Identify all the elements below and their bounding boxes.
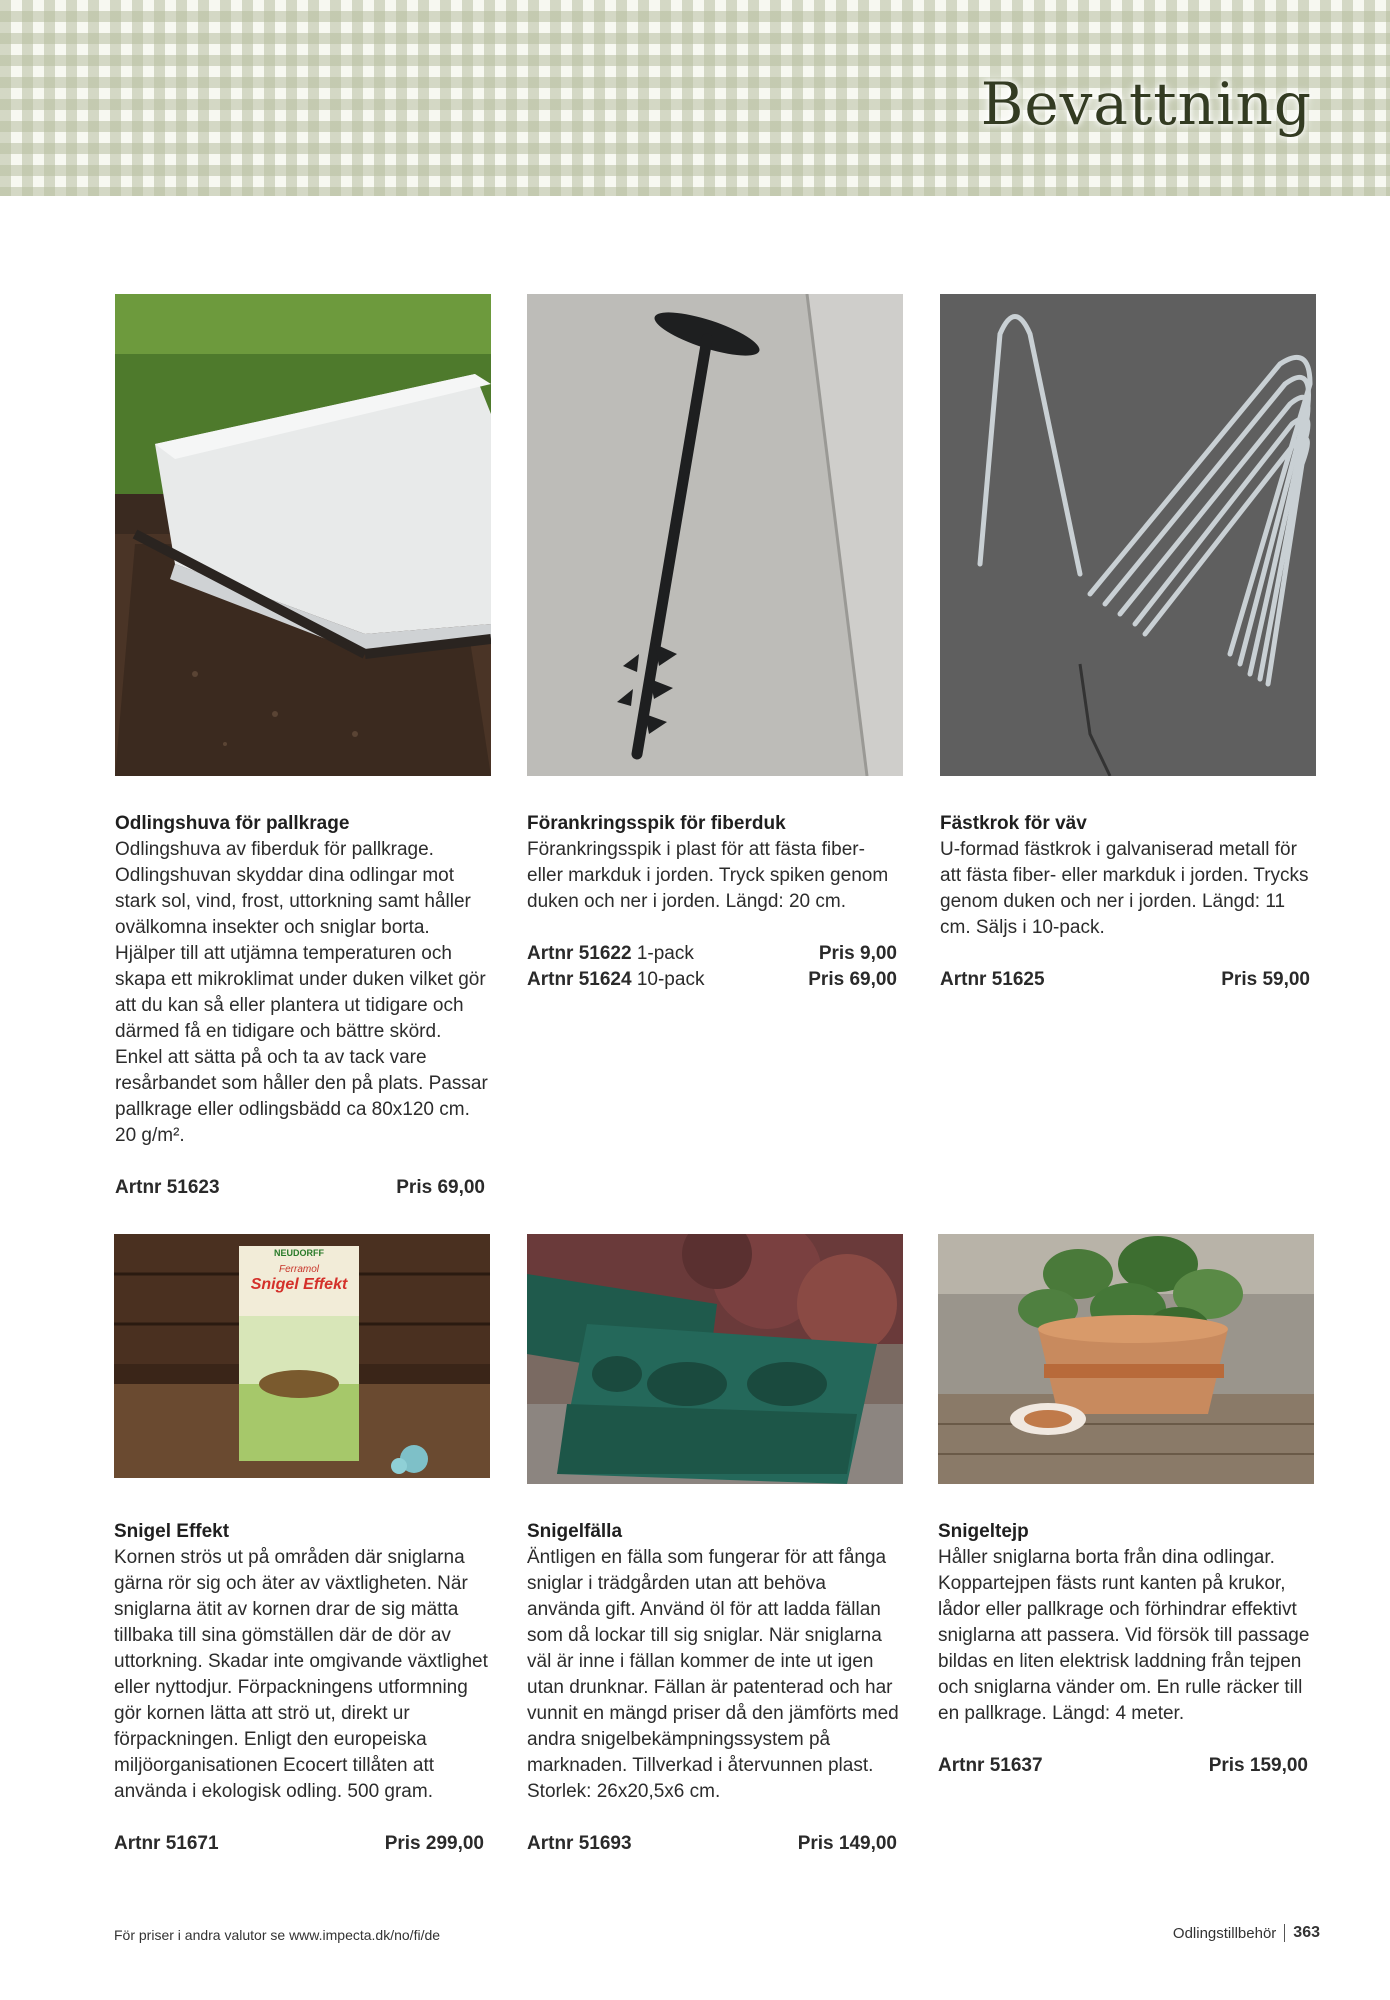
price-row xyxy=(114,1831,484,1857)
product-snigel-effekt xyxy=(114,1234,490,1854)
product-name: Odlingshuva för pallkrage xyxy=(115,813,350,834)
product-image-slug-trap xyxy=(527,1234,903,1484)
price: Pris 69,00 xyxy=(808,969,897,990)
footer-currency-note: För priser i andra valutor se www.impecta.dk/no/fi/de xyxy=(114,1927,441,1943)
product-image-snail-pellets xyxy=(114,1234,490,1478)
product-name: Snigel Effekt xyxy=(114,1521,230,1542)
price: Pris 299,00 xyxy=(384,1833,484,1854)
product-description: Kornen strös ut på områden där sniglarna gärna rör sig och äter av växtligheten. När sniglarna ätit av kornen drar de sig mätta tillbaka till sina gömställen där de dör av uttorkning. Skadar inte omgivande växtlighet eller nyttodjur. Förpackningens utformning gör kornen lätta att strö ut, direkt ur förpackningen. Enligt den europeiska miljöorganisationen Ecocert tillåten att använda i ekologisk odling. 500 gram. xyxy=(114,1547,488,1802)
price: Pris 149,00 xyxy=(797,1833,897,1854)
price-row xyxy=(940,967,1310,993)
product-image-copper-tape xyxy=(938,1234,1314,1484)
price: Pris 159,00 xyxy=(1208,1755,1308,1776)
price: Pris 9,00 xyxy=(818,943,897,964)
product-name: Snigelfälla xyxy=(527,1521,623,1542)
price: Pris 69,00 xyxy=(396,1177,485,1198)
pack-size: 10-pack xyxy=(636,969,705,990)
price-row xyxy=(938,1753,1308,1779)
box-brand: NEUDORFF xyxy=(274,1248,324,1258)
price-row xyxy=(527,1831,897,1857)
footer-divider xyxy=(1284,1924,1285,1942)
product-odlingshuva xyxy=(115,294,491,1198)
article-number: Artnr 51624 xyxy=(527,969,632,990)
price: Pris 59,00 xyxy=(1221,969,1310,990)
product-image-anchor-spike xyxy=(527,294,903,776)
article-number: Artnr 51622 xyxy=(527,943,632,964)
product-description: Håller sniglarna borta från dina odlingar. Koppartejpen fästs runt kanten på krukor, lådor eller pallkrage och förhindrar effektivt sniglarna att passera. Vid försök till passage bildas en liten elektrisk laddning från tejpen och sniglarna vänder om. En rulle räcker till en pallkrage. Längd: 4 meter. xyxy=(938,1547,1310,1724)
article-number: Artnr 51623 xyxy=(115,1177,220,1198)
product-forankringsspik xyxy=(527,294,903,990)
article-number: Artnr 51693 xyxy=(527,1833,632,1854)
price-row xyxy=(115,1175,485,1201)
footer-category: Odlingstillbehör xyxy=(1172,1924,1277,1942)
product-description: Förankringsspik i plast för att fästa fiber- eller markduk i jorden. Tryck spiken genom duken och ner i jorden. Längd: 20 cm. xyxy=(527,839,889,912)
product-name: Snigeltejp xyxy=(938,1521,1029,1542)
product-snigeltejp xyxy=(938,1234,1314,1776)
product-description: U-formad fästkrok i galvaniserad metall för att fästa fiber- eller markduk i jorden. Trycks genom duken och ner i jorden. Längd: 11 cm. Säljs i 10-pack. xyxy=(940,839,1309,938)
article-number: Artnr 51671 xyxy=(114,1833,219,1854)
page-number: 363 xyxy=(1293,1924,1320,1941)
product-name: Fästkrok för väv xyxy=(940,813,1087,834)
footer-pagination xyxy=(1173,1924,1320,1942)
price-row xyxy=(527,967,897,993)
gingham-header xyxy=(0,0,1390,196)
product-snigelfalla xyxy=(527,1234,903,1854)
product-name: Förankringsspik för fiberduk xyxy=(527,813,786,834)
article-number: Artnr 51625 xyxy=(940,969,1045,990)
product-image-u-hooks xyxy=(940,294,1316,776)
box-title: Snigel Effekt xyxy=(250,1276,348,1293)
section-title: Bevattning xyxy=(980,70,1312,138)
pack-size: 1-pack xyxy=(636,943,694,964)
product-description: Odlingshuva av fiberduk för pallkrage. Odlingshuvan skyddar dina odlingar mot stark sol, vind, frost, uttorkning samt håller ovälkomna insekter och sniglar borta. Hjälper till att utjämna temperaturen och skapa ett mikroklimat under duken vilket gör att du kan så eller plantera ut tidigare och därmed få en tidigare och bättre skörd. Enkel att sätta på och ta av tack vare resårbandet som håller den på plats. Passar pallkrage eller odlingsbädd ca 80x120 cm. 20 g/m². xyxy=(115,839,488,1146)
box-subtitle: Ferramol xyxy=(278,1264,319,1275)
product-fastkrok xyxy=(940,294,1316,990)
price-row xyxy=(527,941,897,967)
product-image-raised-bed-cover xyxy=(115,294,491,776)
product-description: Äntligen en fälla som fungerar för att fånga sniglar i trädgården utan att behöva använda gift. Använd öl för att ladda fällan som då lockar till sig sniglar. När sniglarna väl är inne i fällan kommer de inte ut igen utan drunknar. Fällan är patenterad och har vunnit en mängd priser då den jämförts med andra snigelbekämpningssystem på marknaden. Tillverkad i återvunnen plast. Storlek: 26x20,5x6 cm. xyxy=(527,1547,899,1802)
article-number: Artnr 51637 xyxy=(938,1755,1043,1776)
